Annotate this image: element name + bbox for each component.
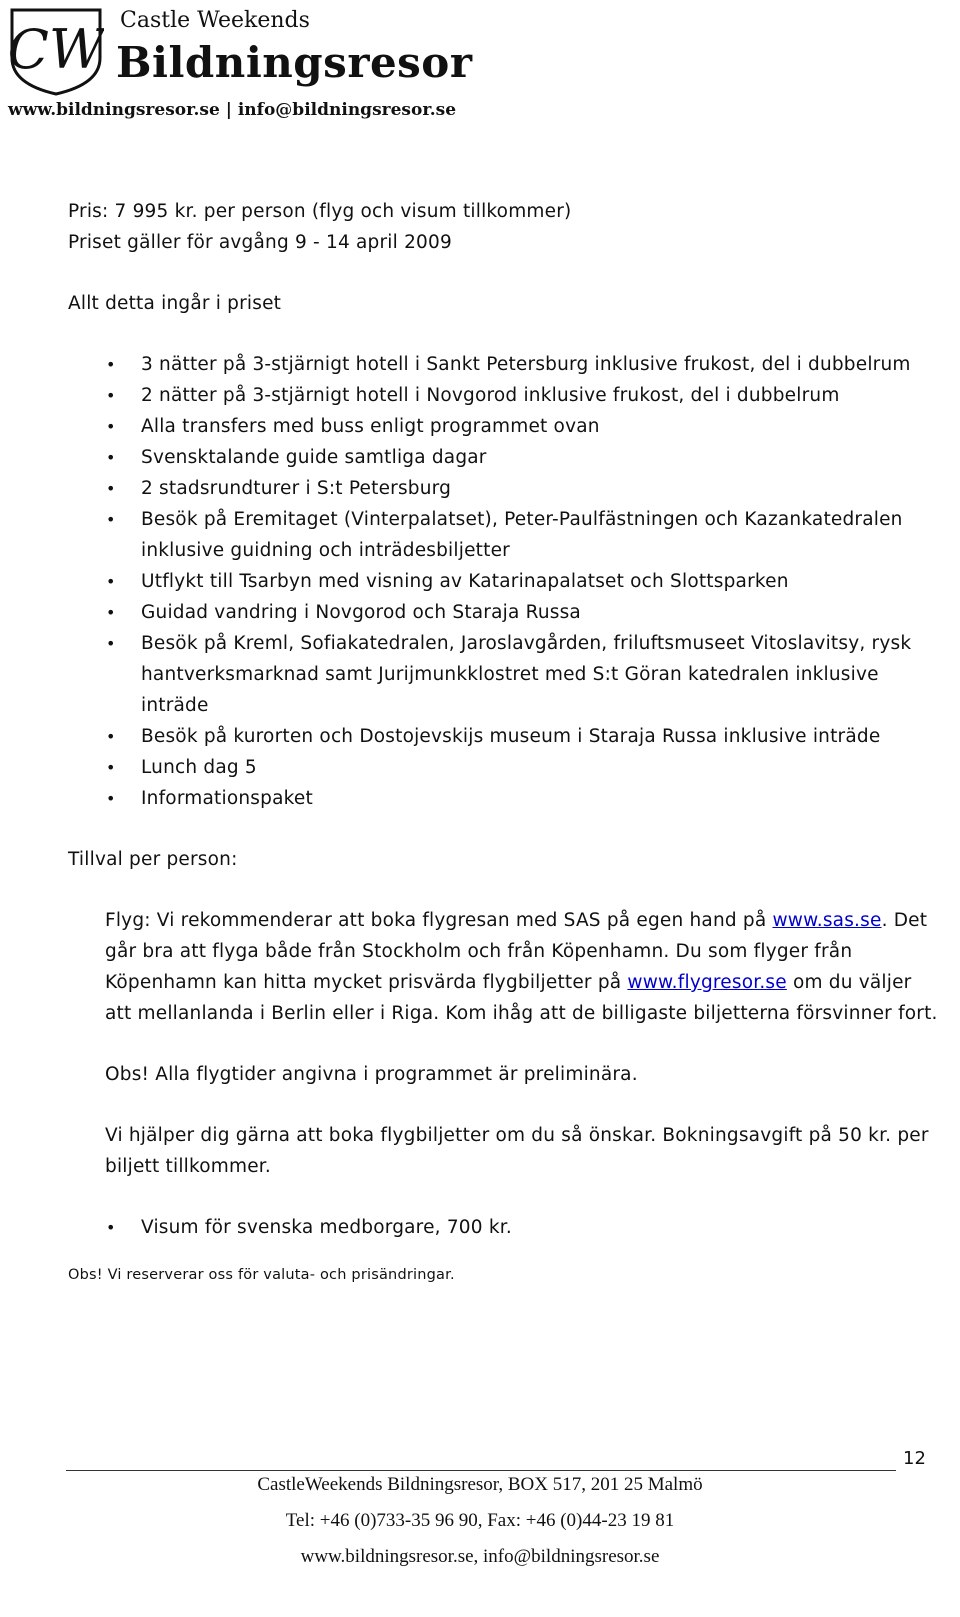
logo-letters: CW (8, 18, 104, 81)
obs-label: Obs! (105, 1064, 150, 1085)
footer-web: www.bildningsresor.se, info@bildningsresor.se (300, 1546, 660, 1567)
list-item: • 2 stadsrundturer i S:t Petersburg (68, 473, 938, 504)
brand-tagline: Castle Weekends (120, 8, 310, 33)
included-heading: Allt detta ingår i priset (68, 293, 282, 314)
options-heading: Tillval per person: (68, 849, 238, 870)
list-item: • 2 nätter på 3-stjärnigt hotell i Novgorod inklusive frukost, del i dubbelrum (68, 380, 938, 411)
flygresor-link[interactable]: www.flygresor.se (627, 972, 787, 993)
price-value: 7 995 kr. per person (flyg och visum tillkommer) (108, 201, 572, 222)
flight-label: Flyg: (105, 910, 151, 931)
list-item: • 3 nätter på 3-stjärnigt hotell i Sankt Petersburg inklusive frukost, del i dubbelrum (68, 349, 938, 380)
visa-list (68, 1212, 938, 1243)
list-item: • Informationspaket (68, 783, 938, 814)
list-item: • Besök på Eremitaget (Vinterpalatset), Peter-Paulfästningen och Kazankatedralen inklusive guidning och inträdesbiljetter (68, 504, 938, 566)
flight-paragraph: Flyg: Vi rekommenderar att boka flygresan med SAS på egen hand på www.sas.se. Det går bra att flyga både från Stockholm och från Köpenhamn. Du som flyger från Köpenhamn kan hitta mycket prisvärda flygbiljetter på www.flygresor.se om du väljer att mellanlanda i Berlin eller i Riga. Kom ihåg att de billigaste biljetterna försvinner fort. (105, 910, 938, 1024)
price-line (68, 196, 938, 227)
price-label: Pris: (68, 201, 109, 222)
disclaimer: Obs! Vi reserverar oss för valuta- och prisändringar. (68, 1267, 455, 1283)
price-validity: Priset gäller för avgång 9 - 14 april 2009 (68, 232, 452, 253)
footer-phone: Tel: +46 (0)733-35 96 90, Fax: +46 (0)44-23 19 81 (285, 1510, 675, 1531)
footer-address: CastleWeekends Bildningsresor, BOX 517, 201 25 Malmö (257, 1474, 703, 1495)
main-content (68, 196, 938, 1287)
list-item: • Alla transfers med buss enligt programmet ovan (68, 411, 938, 442)
obs-note: Obs! Alla flygtider angivna i programmet är preliminära. (105, 1064, 638, 1085)
visa-label: Visum (141, 1217, 199, 1238)
sas-link[interactable]: www.sas.se (772, 910, 882, 931)
list-item: • Besök på kurorten och Dostojevskijs museum i Staraja Russa inklusive inträde (68, 721, 938, 752)
list-item: • Utflykt till Tsarbyn med visning av Katarinapalatset och Slottsparken (68, 566, 938, 597)
page-number: 12 (903, 1448, 926, 1469)
castle-weekends-logo (8, 6, 104, 96)
list-item: • Lunch dag 5 (68, 752, 938, 783)
included-list (68, 349, 938, 814)
footer-divider (66, 1470, 896, 1471)
list-item: • Guidad vandring i Novgorod och Staraja Russa (68, 597, 938, 628)
list-item: • Besök på Kreml, Sofiakatedralen, Jaroslavgården, friluftsmuseet Vitoslavitsy, rysk hantverksmarknad samt Jurijmunkklostret med S:t Göran katedralen inklusive inträde (68, 628, 938, 721)
brand-name: Bildningsresor (116, 38, 473, 87)
list-item: • Svensktalande guide samtliga dagar (68, 442, 938, 473)
booking-paragraph: Vi hjälper dig gärna att boka flygbiljetter om du så önskar. Bokningsavgift på 50 kr. per biljett tillkommer. (105, 1125, 929, 1177)
header-contact: www.bildningsresor.se | info@bildningsresor.se (8, 100, 457, 120)
page-header (0, 0, 960, 130)
list-item: • Visum för svenska medborgare, 700 kr. (68, 1212, 938, 1243)
